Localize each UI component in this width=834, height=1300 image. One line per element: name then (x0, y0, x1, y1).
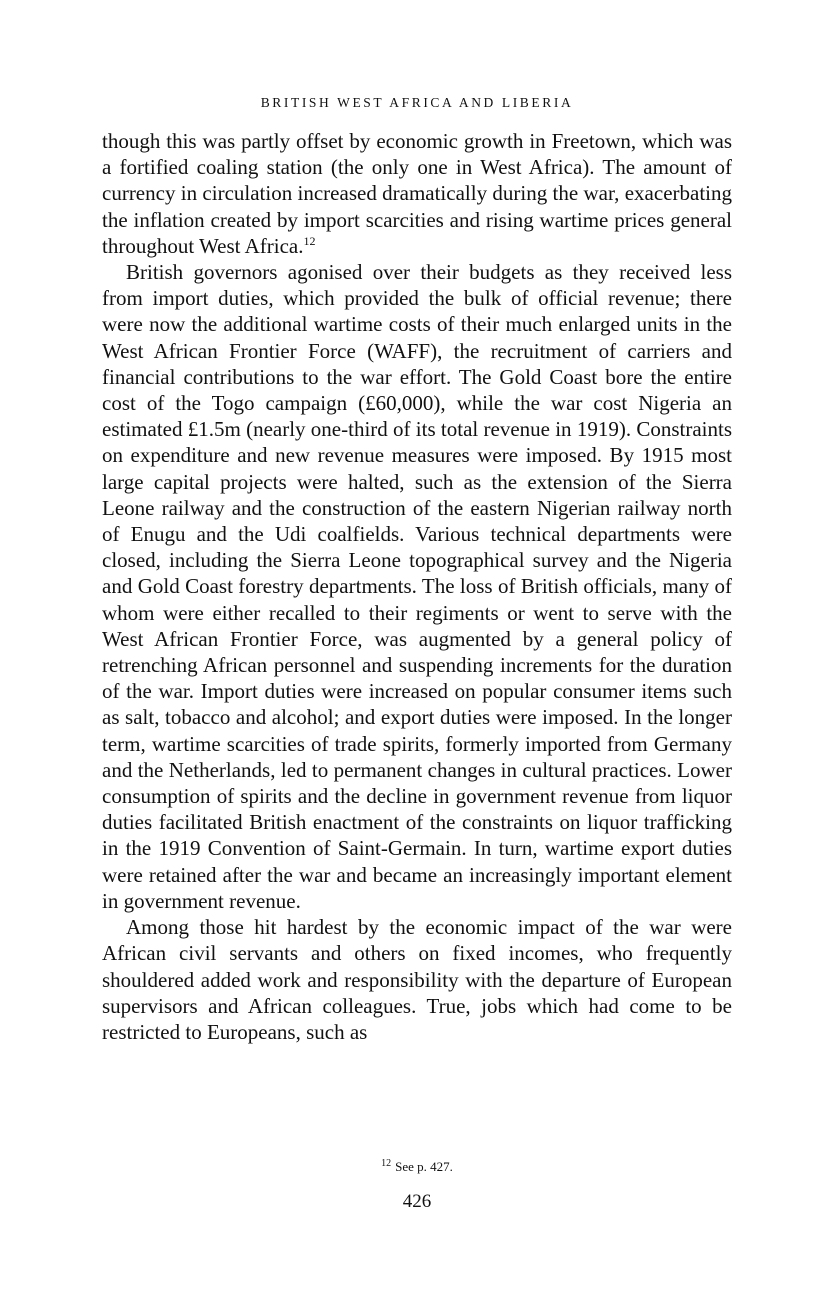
paragraph-2-text: British governors agonised over their budgets as they received less from import duties, which provided the bulk of official revenue; there were now the additional wartime costs of their much enlarged units in the West African Frontier Force (WAFF), the recruitment of carriers and financial contributions to the war effort. The Gold Coast bore the entire cost of the Togo campaign (£60,000), while the war cost Nigeria an estimated £1.5m (nearly one-third of its total revenue in 1919). Constraints on expenditure and new revenue measures were imposed. By 1915 most large capital projects were halted, such as the extension of the Sierra Leone railway and the construction of the eastern Nigerian railway north of Enugu and the Udi coalfields. Various technical departments were closed, including the Sierra Leone topographical survey and the Nigeria and Gold Coast forestry departments. The loss of British officials, many of whom were either recalled to their regiments or went to serve with the West African Frontier Force, was augmented by a general policy of retrenching African personnel and suspending increments for the duration of the war. Import duties were increased on popular consumer items such as salt, tobacco and alcohol; and export duties were imposed. In the longer term, wartime scarcities of trade spirits, formerly imported from Germany and the Netherlands, led to permanent changes in cultural practices. Lower consumption of spirits and the decline in government revenue from liquor duties facilitated British enactment of the constraints on liquor trafficking in the 1919 Convention of Saint-Germain. In turn, wartime export duties were retained after the war and became an increasingly important element in government revenue. (102, 260, 732, 913)
paragraph-2 (102, 259, 732, 914)
body-text (102, 128, 732, 1045)
footnote (0, 1159, 834, 1175)
paragraph-1-text: though this was partly offset by economic growth in Freetown, which was a fortified coaling station (the only one in West Africa). The amount of currency in circulation increased dramatically during the war, exacerbating the inflation created by import scarcities and rising wartime prices general throughout West Africa. (102, 129, 732, 258)
running-head: BRITISH WEST AFRICA AND LIBERIA (260, 95, 574, 110)
paragraph-3-text: Among those hit hardest by the economic impact of the war were African civil servants and others on fixed incomes, who frequently shouldered added work and responsibility with the departure of European supervisors and African colleagues. True, jobs which had come to be restricted to Europeans, such as (102, 915, 732, 1044)
paragraph-3 (102, 914, 732, 1045)
footnote-reference: 12 (303, 233, 316, 248)
footnote-number: 12 (381, 1157, 392, 1169)
paragraph-1 (102, 128, 732, 259)
footnote-text: See p. 427. (395, 1159, 453, 1174)
page-number: 426 (402, 1191, 432, 1212)
